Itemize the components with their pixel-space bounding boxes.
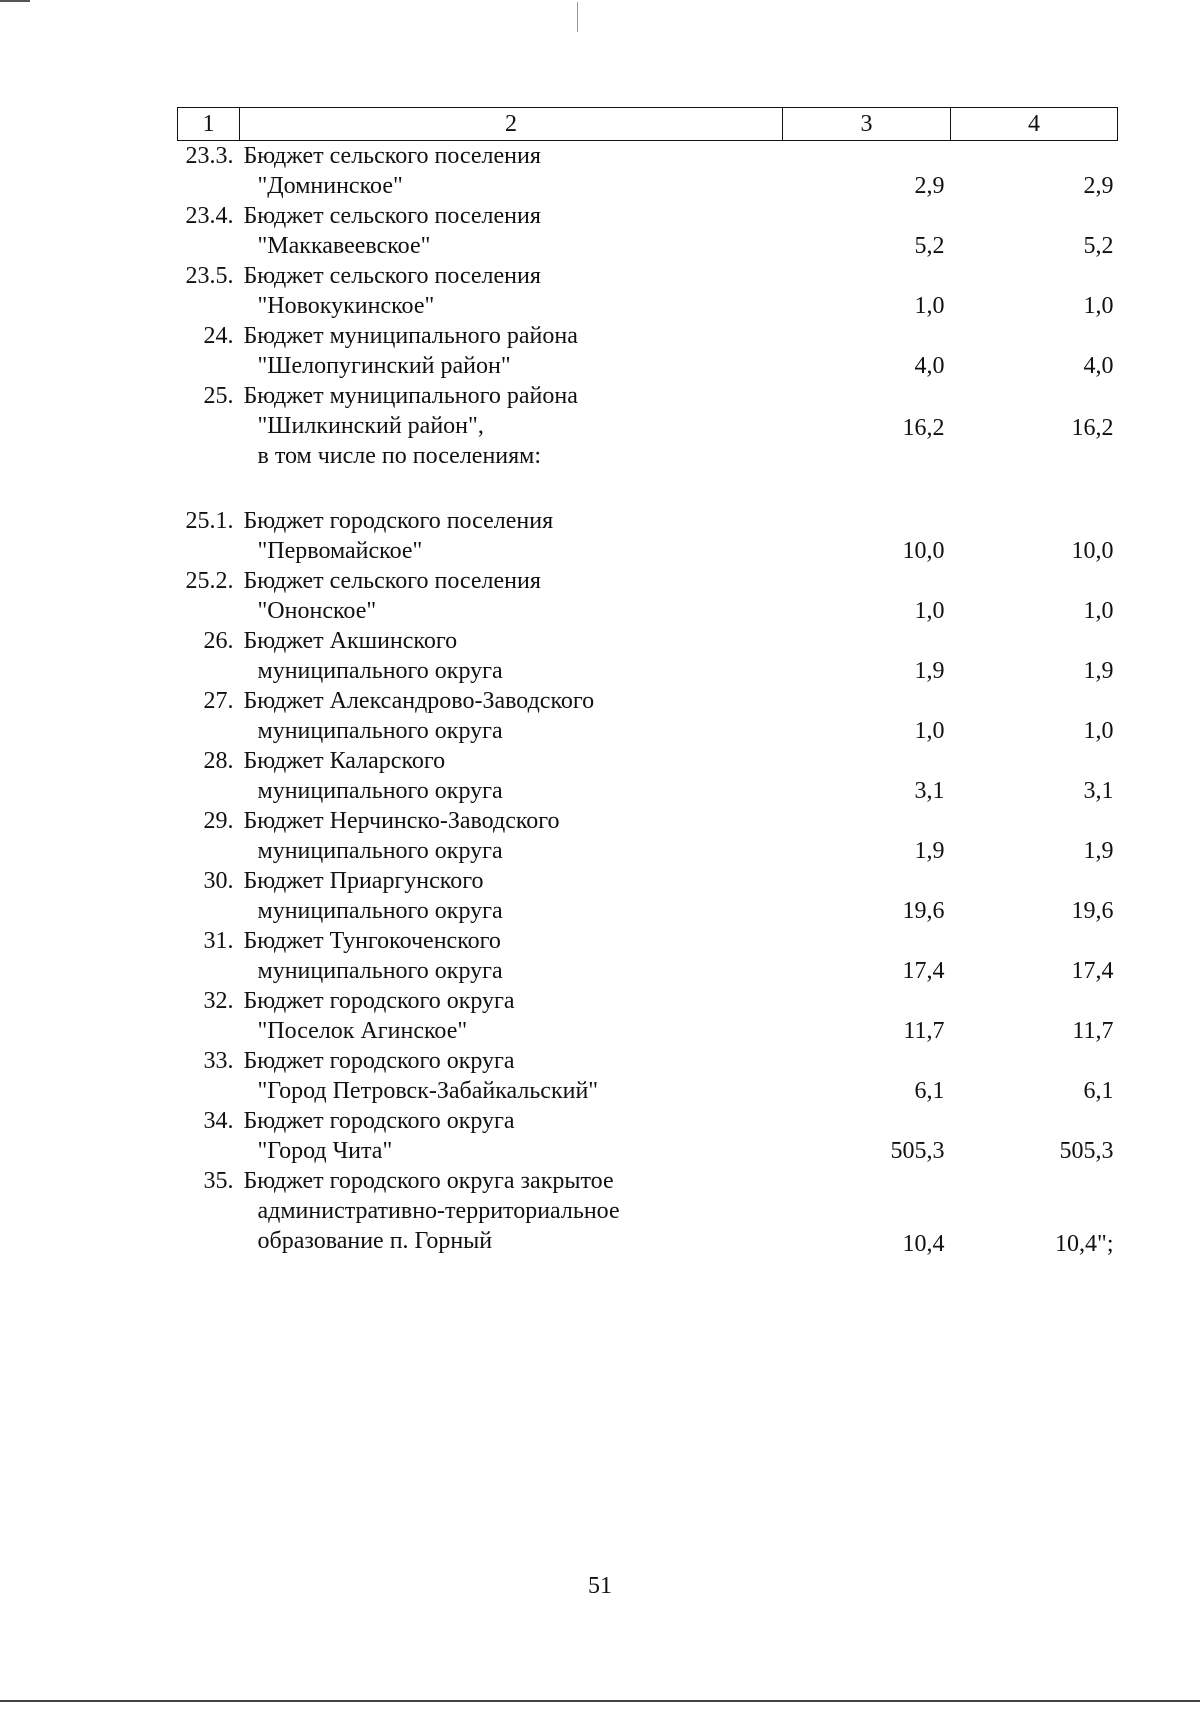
header-col-1: 1 [178, 108, 240, 141]
row-number-text: 26. [203, 628, 234, 654]
row-number-text: 28. [203, 748, 234, 774]
row-value-col-4: 1,9 [1083, 838, 1114, 864]
row-name [240, 1166, 783, 1259]
row-value-col-3: 17,4 [902, 958, 945, 984]
row-name-line: муниципального округа [257, 838, 503, 864]
table-row [178, 686, 1118, 746]
row-value-col-4: 1,0 [1083, 718, 1114, 744]
row-number-text: 23.4. [185, 203, 234, 229]
row-number-text: 32. [203, 988, 234, 1014]
row-name-line: "Поселок Агинское" [257, 1018, 468, 1044]
row-value-col-4: 10,4"; [1055, 1231, 1114, 1257]
row-name-line: Бюджет городского округа [243, 988, 515, 1014]
row-name [240, 626, 783, 686]
row-name [240, 201, 783, 261]
row-name-line: муниципального округа [257, 778, 503, 804]
row-number-text: 25.1. [185, 508, 234, 534]
row-value-col-4: 4,0 [1083, 353, 1114, 379]
table-row [178, 926, 1118, 986]
row-number-text: 25.2. [185, 568, 234, 594]
row-name-line: муниципального округа [257, 658, 503, 684]
row-name-line: Бюджет Нерчинско-Заводского [243, 808, 560, 834]
table-row [178, 626, 1118, 686]
row-name-line: Бюджет городского округа [243, 1108, 515, 1134]
row-value-col-4: 19,6 [1071, 898, 1114, 924]
row-value-col-4: 16,2 [1071, 415, 1114, 441]
row-number-text: 23.3. [185, 143, 234, 169]
budget-table [177, 107, 1118, 1259]
row-number-text: 23.5. [185, 263, 234, 289]
table-row [178, 1046, 1118, 1106]
row-value-col-3: 505,3 [890, 1138, 945, 1164]
table-row [178, 201, 1118, 261]
row-name [240, 506, 783, 566]
row-value-col-3: 19,6 [902, 898, 945, 924]
row-name [240, 686, 783, 746]
row-number-text: 27. [203, 688, 234, 714]
row-name [240, 261, 783, 321]
row-number [178, 806, 240, 866]
row-name [240, 566, 783, 626]
table-row [178, 566, 1118, 626]
row-number [178, 986, 240, 1046]
row-name-line: "Домнинское" [257, 173, 403, 199]
row-name-line: "Ононское" [257, 598, 377, 624]
table-row [178, 866, 1118, 926]
row-value-col-3: 16,2 [902, 415, 945, 441]
row-name-line: Бюджет сельского поселения [243, 203, 541, 229]
row-number-text: 35. [203, 1168, 234, 1194]
row-value-col-3: 1,9 [914, 838, 945, 864]
row-name-line: административно-территориальное [257, 1198, 620, 1224]
row-value-col-4: 5,2 [1083, 233, 1114, 259]
row-value-col-4: 1,9 [1083, 658, 1114, 684]
row-name-line: Бюджет сельского поселения [243, 263, 541, 289]
row-value-col-4: 10,0 [1071, 538, 1114, 564]
row-value-col-3: 1,0 [914, 598, 945, 624]
row-value-col-3: 3,1 [914, 778, 945, 804]
row-name-line: Бюджет городского округа [243, 1048, 515, 1074]
row-name [240, 866, 783, 926]
table-row [178, 321, 1118, 381]
row-name [240, 1046, 783, 1106]
row-value-col-3: 5,2 [914, 233, 945, 259]
row-value-col-4: 1,0 [1083, 598, 1114, 624]
row-number [178, 686, 240, 746]
row-name [240, 926, 783, 986]
row-name [240, 1106, 783, 1166]
row-value-col-3: 1,0 [914, 293, 945, 319]
row-number [178, 141, 240, 202]
row-number [178, 261, 240, 321]
row-value-col-3: 10,0 [902, 538, 945, 564]
table-row [178, 986, 1118, 1046]
row-number-text: 24. [203, 323, 234, 349]
page-bottom-edge [0, 1700, 1200, 1702]
row-name-line: муниципального округа [257, 898, 503, 924]
row-number [178, 566, 240, 626]
row-number-text: 29. [203, 808, 234, 834]
row-value-col-3: 2,9 [914, 173, 945, 199]
table-row [178, 506, 1118, 566]
row-value-col-4: 11,7 [1072, 1018, 1114, 1044]
row-name-line: муниципального округа [257, 718, 503, 744]
row-name [240, 746, 783, 806]
header-col-3: 3 [783, 108, 951, 141]
table-row [178, 381, 1118, 506]
row-name-line: Бюджет Тунгокоченского [243, 928, 501, 954]
row-number-text: 25. [203, 383, 234, 409]
row-name-line: "Новокукинское" [257, 293, 435, 319]
row-number-text: 30. [203, 868, 234, 894]
row-number [178, 381, 240, 506]
page-number: 51 [588, 1573, 612, 1599]
row-value-col-4: 3,1 [1083, 778, 1114, 804]
row-name-line: Бюджет Каларского [243, 748, 446, 774]
table-row [178, 1166, 1118, 1259]
row-name-line: Бюджет городского поселения [243, 508, 554, 534]
row-value-col-3: 1,0 [914, 718, 945, 744]
row-number [178, 866, 240, 926]
row-number [178, 201, 240, 261]
row-name-line: муниципального округа [257, 958, 503, 984]
row-name-line: "Город Чита" [257, 1138, 393, 1164]
row-number-text: 31. [203, 928, 234, 954]
row-value-col-4: 2,9 [1083, 173, 1114, 199]
row-value-col-4: 505,3 [1059, 1138, 1114, 1164]
row-name-line: Бюджет муниципального района [243, 383, 578, 409]
row-name-line: Бюджет Акшинского [243, 628, 458, 654]
row-name-line: "Шилкинский район", [257, 413, 484, 439]
row-name-line: Бюджет сельского поселения [243, 568, 541, 594]
row-name [240, 141, 783, 202]
row-name-line: в том числе по поселениям: [257, 443, 542, 469]
scan-artifact-top [0, 0, 30, 2]
row-name-line: "Первомайское" [257, 538, 423, 564]
row-name-line: "Шелопугинский район" [257, 353, 511, 379]
table-row [178, 141, 1118, 202]
row-number [178, 926, 240, 986]
row-name [240, 986, 783, 1046]
row-number [178, 1166, 240, 1259]
table-row [178, 261, 1118, 321]
row-value-col-4: 17,4 [1071, 958, 1114, 984]
row-name [240, 806, 783, 866]
row-name-line: Бюджет Александрово-Заводского [243, 688, 595, 714]
row-name [240, 381, 783, 506]
header-col-4: 4 [951, 108, 1118, 141]
row-number [178, 626, 240, 686]
table-body [178, 141, 1118, 1260]
row-name-line: образование п. Горный [257, 1228, 493, 1254]
row-number-text: 34. [203, 1108, 234, 1134]
row-name [240, 321, 783, 381]
row-name-line: Бюджет муниципального района [243, 323, 578, 349]
header-col-2: 2 [240, 108, 783, 141]
row-number [178, 746, 240, 806]
row-value-col-3: 11,7 [903, 1018, 945, 1044]
table-row [178, 806, 1118, 866]
row-value-col-4: 6,1 [1083, 1078, 1114, 1104]
scan-artifact-tick [577, 2, 578, 32]
row-name-line: "Город Петровск-Забайкальский" [257, 1078, 599, 1104]
row-value-col-3: 6,1 [914, 1078, 945, 1104]
row-name-line: Бюджет сельского поселения [243, 143, 541, 169]
row-value-col-4: 1,0 [1083, 293, 1114, 319]
row-name-line: Бюджет городского округа закрытое [243, 1168, 614, 1194]
row-number [178, 321, 240, 381]
table-row [178, 1106, 1118, 1166]
row-value-col-3: 1,9 [914, 658, 945, 684]
table-header-row [178, 108, 1118, 141]
table-row [178, 746, 1118, 806]
row-number-text: 33. [203, 1048, 234, 1074]
row-number [178, 506, 240, 566]
row-value-col-3: 4,0 [914, 353, 945, 379]
row-value-col-3: 10,4 [902, 1231, 945, 1257]
row-name-line: Бюджет Приаргунского [243, 868, 484, 894]
row-number [178, 1046, 240, 1106]
row-number [178, 1106, 240, 1166]
row-name-line: "Маккавеевское" [257, 233, 431, 259]
